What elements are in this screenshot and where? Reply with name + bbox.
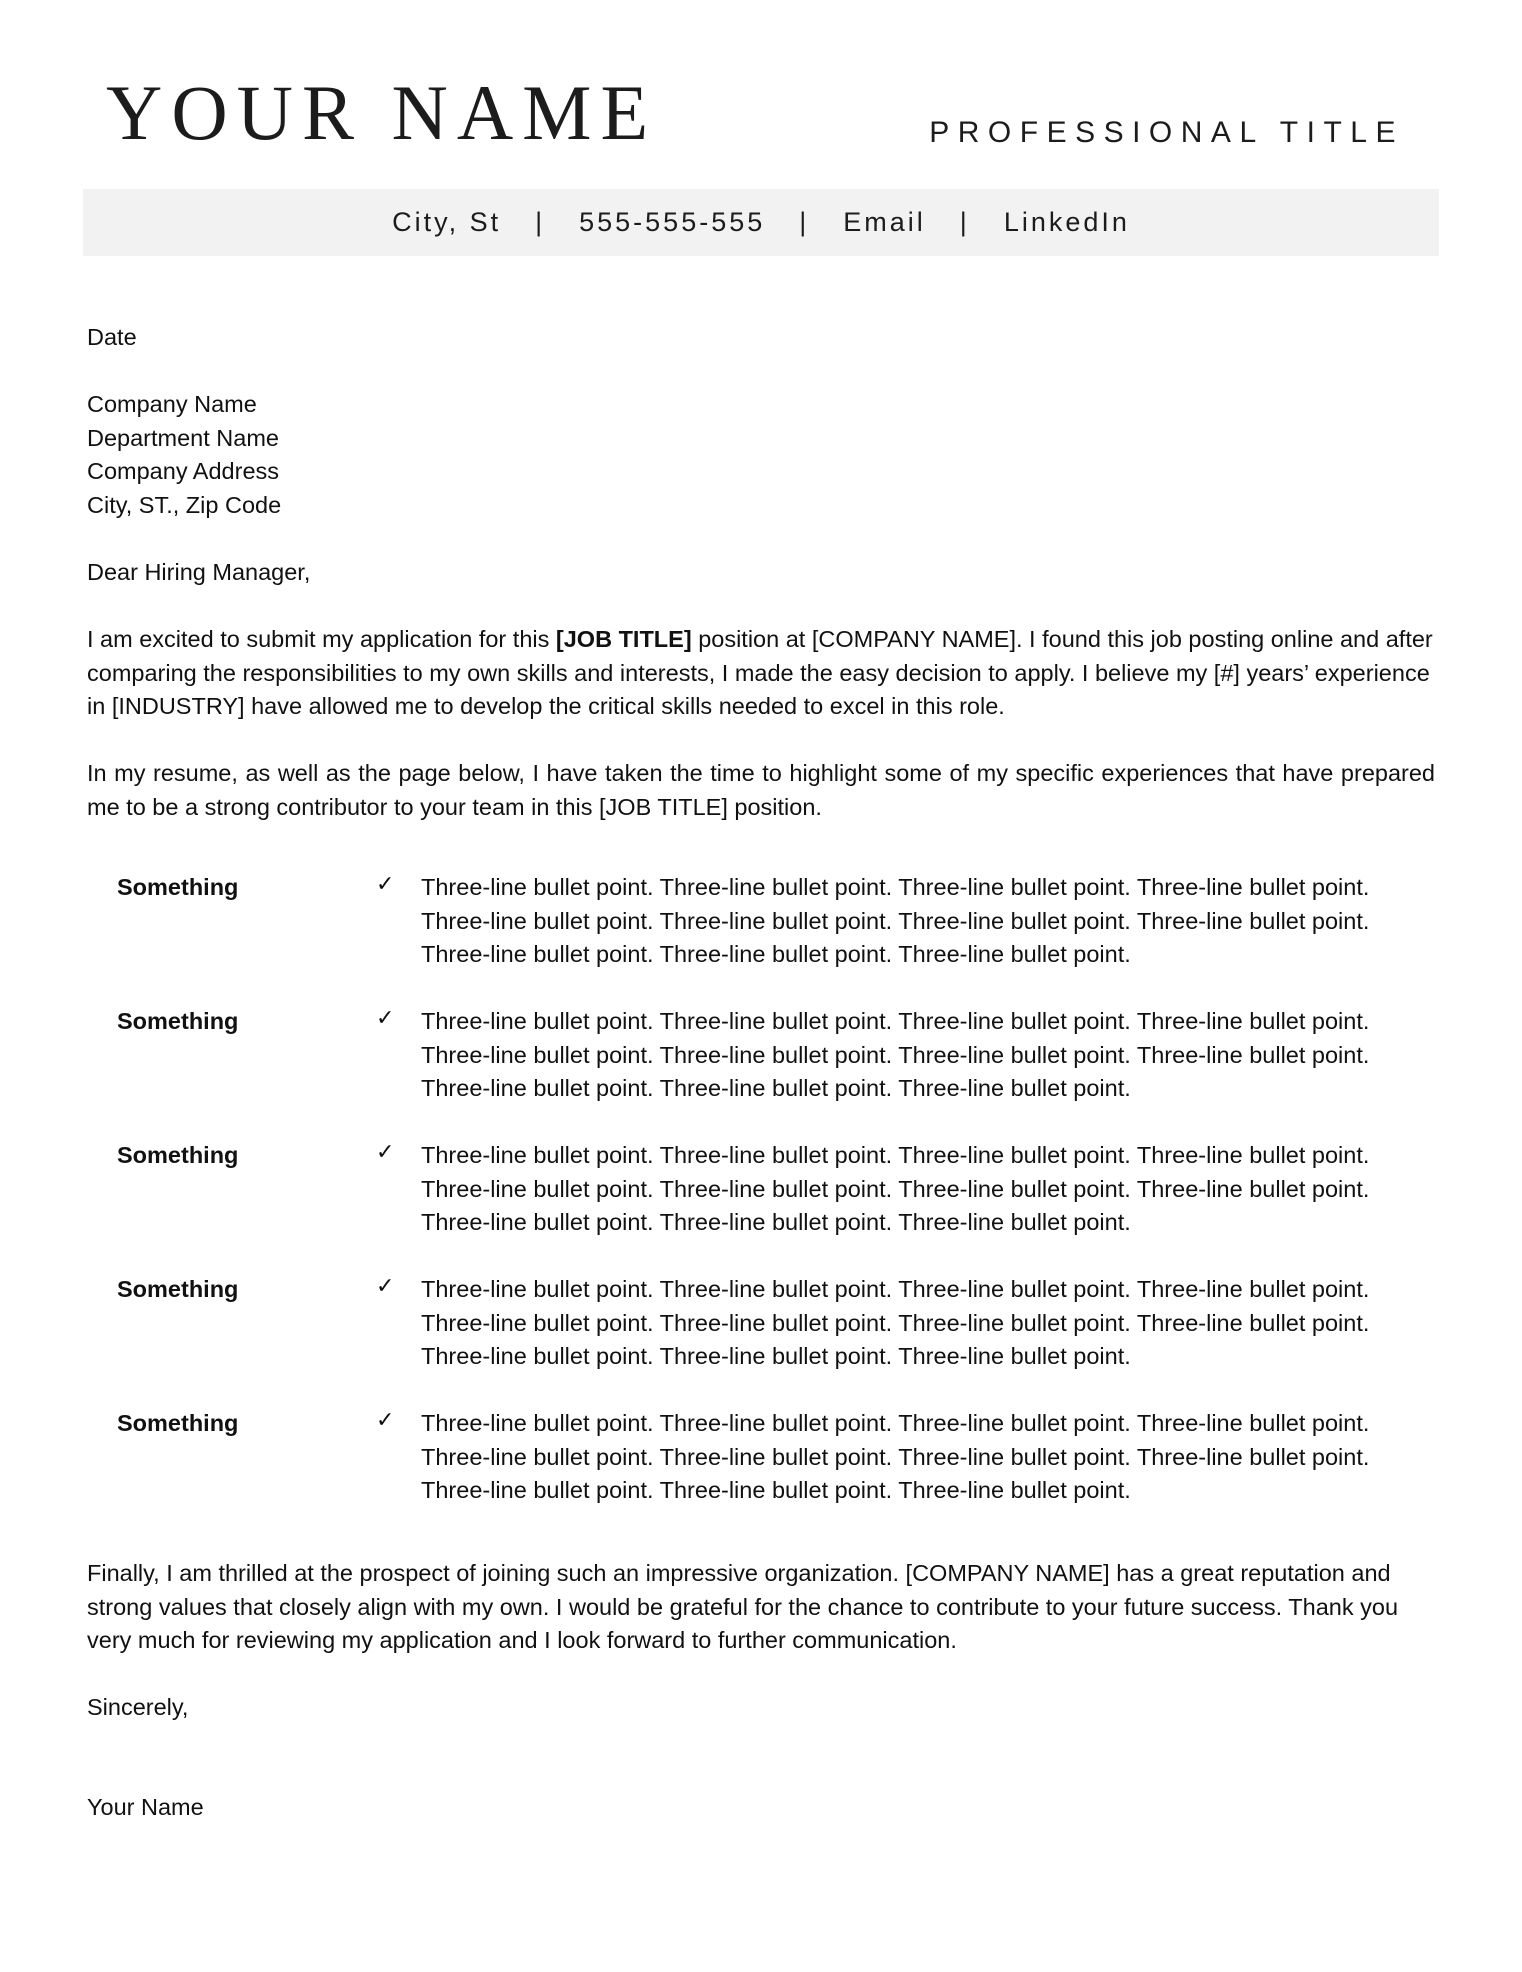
contact-linkedin: LinkedIn (1003, 207, 1130, 237)
contact-separator: | (799, 207, 810, 237)
highlight-row (0, 1273, 1522, 1383)
checkmark-icon: ✓ (376, 1140, 395, 1165)
recipient-address (87, 388, 1435, 522)
signature-name: Your Name (87, 1794, 204, 1820)
recipient-city-line: City, ST., Zip Code (87, 491, 282, 518)
intro-paragraph (87, 623, 1435, 724)
contact-city: City, St (392, 207, 502, 237)
highlight-text: Three-line bullet point. Three-line bullet point. Three-line bullet point. Three-line bullet point. Three-line bullet point. Three-line bullet point. Three-line bullet point. Three-line bullet point. Three-line bullet point. Three-line bullet point. Three-line bullet point. (421, 874, 1370, 967)
contact-phone: 555-555-555 (579, 207, 766, 237)
intro-text-start: I am excited to submit my application for this (87, 626, 556, 652)
highlight-text: Three-line bullet point. Three-line bullet point. Three-line bullet point. Three-line bullet point. Three-line bullet point. Three-line bullet point. Three-line bullet point. Three-line bullet point. Three-line bullet point. Three-line bullet point. Three-line bullet point. (421, 1410, 1370, 1503)
highlight-label: Something (117, 1276, 239, 1302)
intro-text-end: position at [COMPANY NAME]. I found this job posting online and after comparing the responsibilities to my own skills and interests, I made the easy decision to apply. I believe my [#] years’ experience in [INDUSTRY] have allowed me to develop the critical skills needed to excel in this role. (87, 626, 1433, 719)
recipient-department-name: Department Name (87, 424, 279, 451)
highlight-text: Three-line bullet point. Three-line bullet point. Three-line bullet point. Three-line bullet point. Three-line bullet point. Three-line bullet point. Three-line bullet point. Three-line bullet point. Three-line bullet point. Three-line bullet point. Three-line bullet point. (421, 1276, 1370, 1369)
letter-date: Date (87, 324, 137, 350)
checkmark-icon: ✓ (376, 1006, 395, 1031)
salutation: Dear Hiring Manager, (87, 559, 311, 585)
contact-separator: | (959, 207, 970, 237)
recipient-company-name: Company Name (87, 391, 257, 417)
checkmark-icon: ✓ (376, 872, 395, 897)
highlight-text: Three-line bullet point. Three-line bullet point. Three-line bullet point. Three-line bullet point. Three-line bullet point. Three-line bullet point. Three-line bullet point. Three-line bullet point. Three-line bullet point. Three-line bullet point. Three-line bullet point. (421, 1008, 1370, 1101)
professional-title: PROFESSIONAL TITLE (929, 116, 1404, 149)
contact-separator: | (535, 207, 546, 237)
resume-paragraph: In my resume, as well as the page below, I have taken the time to highlight some of my specific experiences that have prepared me to be a strong contributor to your team in this [JOB TITLE] position. (87, 760, 1435, 820)
closing-paragraph: Finally, I am thrilled at the prospect of joining such an impressive organization. [COMPANY NAME] has a great reputation and strong values that closely align with my own. I would be grateful for the chance to contribute to your future success. Thank you very much for reviewing my application and I look forward to further communication. (87, 1560, 1399, 1653)
contact-email: Email (843, 207, 926, 237)
highlight-row (0, 1005, 1522, 1115)
highlight-label: Something (117, 1142, 239, 1168)
highlight-row (0, 1139, 1522, 1249)
closing-line: Sincerely, (87, 1694, 189, 1720)
intro-job-title: [JOB TITLE] (555, 626, 692, 652)
highlight-row (0, 871, 1522, 981)
checkmark-icon: ✓ (376, 1274, 395, 1299)
highlight-label: Something (117, 874, 239, 900)
applicant-name: YOUR NAME (106, 69, 658, 156)
highlight-label: Something (117, 1008, 239, 1034)
highlight-text: Three-line bullet point. Three-line bullet point. Three-line bullet point. Three-line bullet point. Three-line bullet point. Three-line bullet point. Three-line bullet point. Three-line bullet point. Three-line bullet point. Three-line bullet point. Three-line bullet point. (421, 1142, 1370, 1235)
recipient-company-address: Company Address (87, 458, 280, 484)
contact-bar (83, 189, 1439, 256)
checkmark-icon: ✓ (376, 1408, 395, 1433)
highlight-row (0, 1407, 1522, 1517)
highlight-label: Something (117, 1410, 239, 1436)
